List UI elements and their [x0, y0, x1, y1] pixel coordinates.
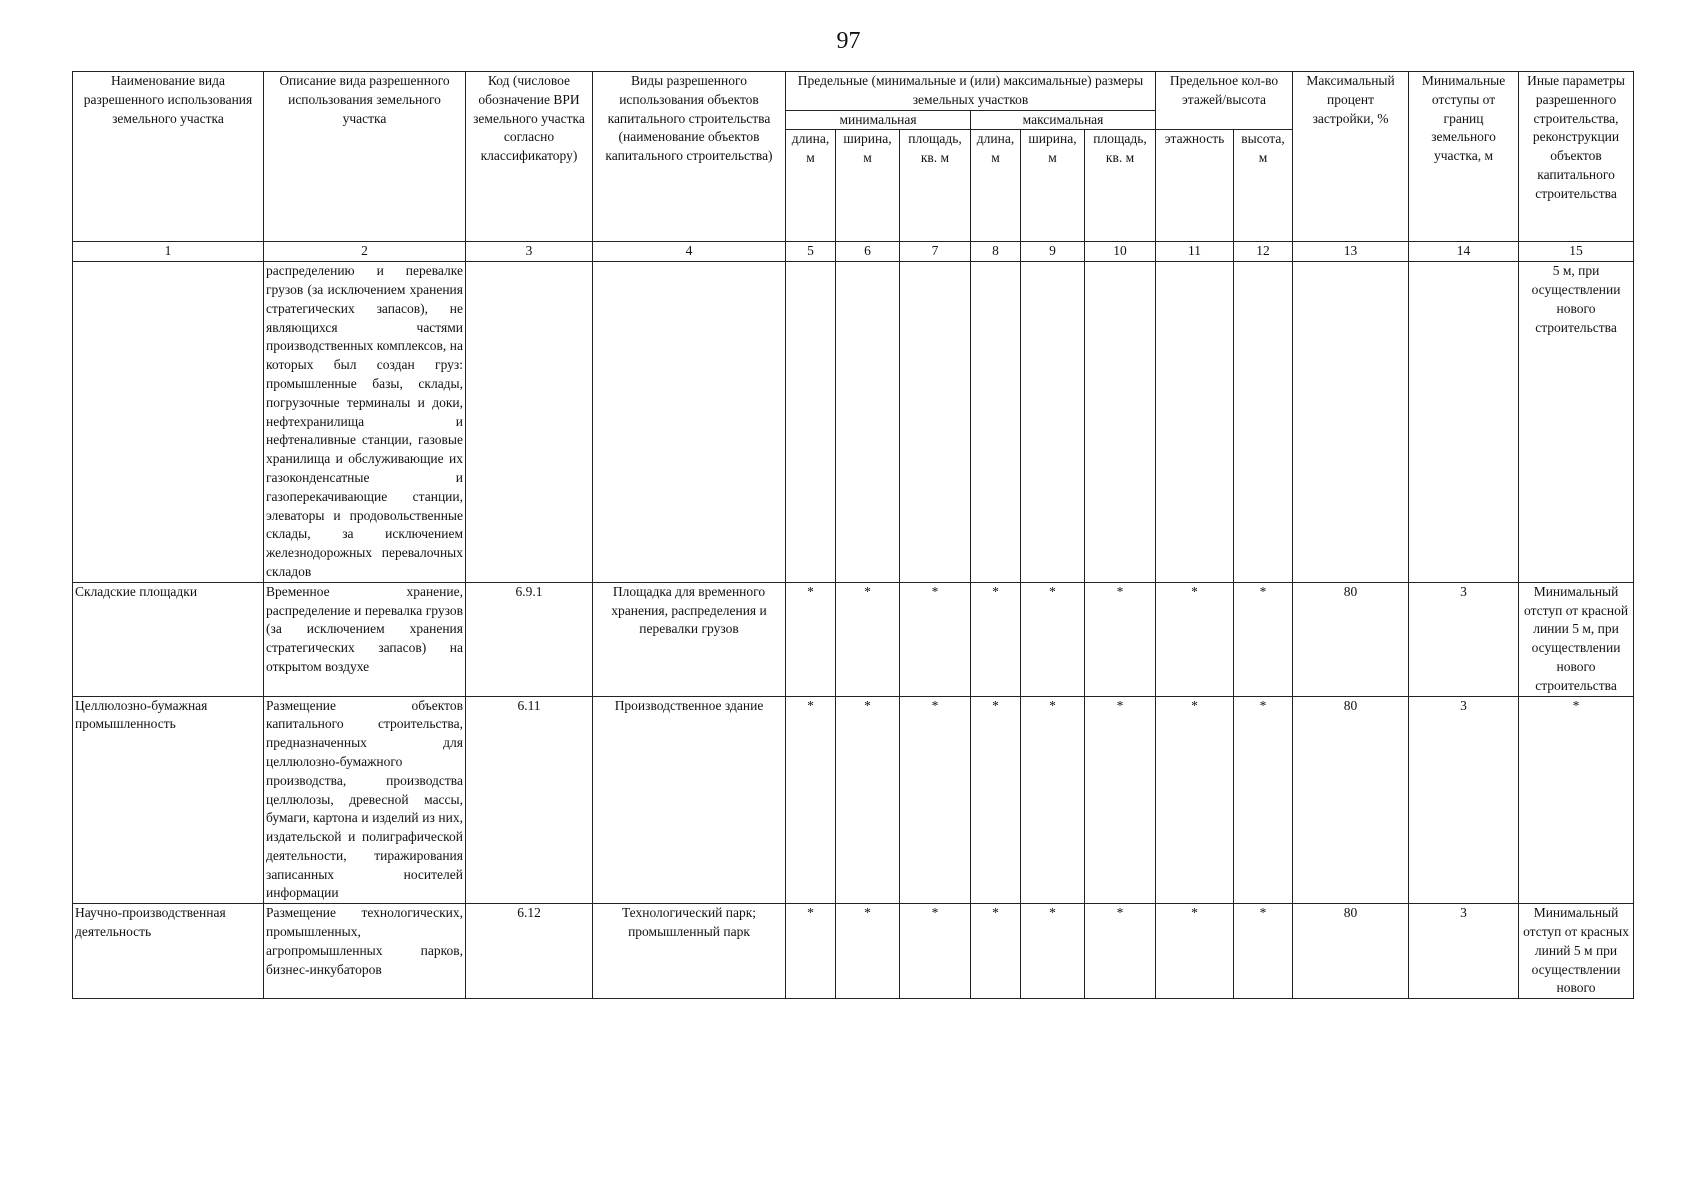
column-number: 5	[786, 242, 836, 262]
header-max-area: площадь, кв. м	[1085, 130, 1156, 242]
oks-types: Технологический парк; промышленный парк	[593, 904, 786, 999]
height: *	[1234, 904, 1293, 999]
vri-description	[264, 582, 466, 696]
column-number: 4	[593, 242, 786, 262]
vri-code: 6.9.1	[466, 582, 593, 696]
min-width: *	[836, 696, 900, 904]
max-percent: 80	[1293, 582, 1409, 696]
header-min-setbacks: Минимальные отступы от границ земельного участка, м	[1409, 72, 1519, 242]
column-number: 12	[1234, 242, 1293, 262]
max-area: *	[1085, 904, 1156, 999]
floors	[1156, 262, 1234, 583]
column-number: 11	[1156, 242, 1234, 262]
oks-types: Производственное здание	[593, 696, 786, 904]
column-number: 6	[836, 242, 900, 262]
min-setback: 3	[1409, 696, 1519, 904]
min-setback: 3	[1409, 904, 1519, 999]
height	[1234, 262, 1293, 583]
other-params: *	[1519, 696, 1634, 904]
max-length: *	[971, 582, 1021, 696]
header-plot-size-limits: Предельные (минимальные и (или) максимальные) размеры земельных участков	[786, 72, 1156, 111]
min-width: *	[836, 904, 900, 999]
floors: *	[1156, 582, 1234, 696]
floors: *	[1156, 696, 1234, 904]
max-width: *	[1021, 696, 1085, 904]
min-length: *	[786, 904, 836, 999]
max-area: *	[1085, 696, 1156, 904]
column-numbers-row	[73, 242, 1634, 262]
min-area	[900, 262, 971, 583]
header-oks-types: Виды разрешенного использования объектов капитального строительства (наименование объектов капитального строительства)	[593, 72, 786, 242]
vri-name: Целлюлозно-бумажная промышленность	[73, 696, 264, 904]
max-percent: 80	[1293, 904, 1409, 999]
header-floors-height: Предельное кол-во этажей/высота	[1156, 72, 1293, 130]
column-number: 9	[1021, 242, 1085, 262]
other-params: 5 м, при осуществлении нового строительства	[1519, 262, 1634, 583]
other-params: Минимальный отступ от красной линии 5 м, при осуществлении нового строительства	[1519, 582, 1634, 696]
table-row	[73, 582, 1634, 696]
height: *	[1234, 582, 1293, 696]
header-min-width: ширина, м	[836, 130, 900, 242]
oks-types	[593, 262, 786, 583]
vri-description	[264, 904, 466, 999]
header-min-length: длина, м	[786, 130, 836, 242]
column-number: 7	[900, 242, 971, 262]
max-width: *	[1021, 904, 1085, 999]
vri-description-text: Временное хранение, распределение и перевалка грузов (за исключением хранения стратегических запасов) на открытом воздухе	[266, 583, 463, 674]
table-header	[73, 72, 1634, 242]
max-area	[1085, 262, 1156, 583]
header-floors: этажность	[1156, 130, 1234, 242]
vri-description-text: Размещение объектов капитального строительства, предназначенных для целлюлозно-бумажного производства, производства целлюлозы, древесной массы, бумаги, картона и изделий из них, издательской и полиграфической деятельности, тиражирования записанных носителей информации	[266, 697, 463, 901]
floors: *	[1156, 904, 1234, 999]
height: *	[1234, 696, 1293, 904]
header-maximum: максимальная	[971, 110, 1156, 130]
table-row	[73, 904, 1634, 999]
table-row	[73, 696, 1634, 904]
header-max-width: ширина, м	[1021, 130, 1085, 242]
column-number: 10	[1085, 242, 1156, 262]
vri-description-text: распределению и перевалке грузов (за исключением хранения стратегических запасов), не являющихся частями производственных комплексов, на которых был создан груз: промышленные базы, склады, погрузочные терминалы и доки, нефтехранилища и нефтеналивные станции, газовые хранилища и обслуживающие их газоконденсатные и газоперекачивающие станции, элеваторы и продовольственные склады, за исключением железнодорожных перевалочных складов	[266, 263, 463, 579]
max-length	[971, 262, 1021, 583]
header-minimum: минимальная	[786, 110, 971, 130]
vri-name	[73, 262, 264, 583]
vri-description	[264, 262, 466, 583]
max-width	[1021, 262, 1085, 583]
header-height: высота, м	[1234, 130, 1293, 242]
header-vri-description: Описание вида разрешенного использования земельного участка	[264, 72, 466, 242]
vri-code	[466, 262, 593, 583]
vri-name: Научно-производственная деятельность	[73, 904, 264, 999]
zoning-regulations-table	[72, 71, 1634, 999]
max-percent: 80	[1293, 696, 1409, 904]
header-vri-code: Код (числовое обозначение ВРИ земельного участка согласно классификатору)	[466, 72, 593, 242]
header-max-percent: Максимальный процент застройки, %	[1293, 72, 1409, 242]
max-length: *	[971, 904, 1021, 999]
vri-code: 6.12	[466, 904, 593, 999]
min-length	[786, 262, 836, 583]
column-number: 13	[1293, 242, 1409, 262]
vri-code: 6.11	[466, 696, 593, 904]
max-percent	[1293, 262, 1409, 583]
other-params: Минимальный отступ от красных линий 5 м при осуществлении нового	[1519, 904, 1634, 999]
min-width: *	[836, 582, 900, 696]
header-min-area: площадь, кв. м	[900, 130, 971, 242]
header-vri-name: Наименование вида разрешенного использования земельного участка	[73, 72, 264, 242]
table-row	[73, 262, 1634, 583]
max-length: *	[971, 696, 1021, 904]
column-number: 15	[1519, 242, 1634, 262]
header-other-params: Иные параметры разрешенного строительства, реконструкции объектов капитального строительства	[1519, 72, 1634, 242]
max-width: *	[1021, 582, 1085, 696]
min-setback	[1409, 262, 1519, 583]
column-number: 2	[264, 242, 466, 262]
oks-types: Площадка для временного хранения, распределения и перевалки грузов	[593, 582, 786, 696]
min-area: *	[900, 696, 971, 904]
min-length: *	[786, 696, 836, 904]
column-number: 3	[466, 242, 593, 262]
vri-description-text: Размещение технологических, промышленных, агропромышленных парков, бизнес-инкубаторов	[266, 905, 463, 977]
min-length: *	[786, 582, 836, 696]
max-area: *	[1085, 582, 1156, 696]
page-number: 97	[836, 28, 861, 54]
min-width	[836, 262, 900, 583]
min-setback: 3	[1409, 582, 1519, 696]
column-number: 14	[1409, 242, 1519, 262]
column-number: 8	[971, 242, 1021, 262]
vri-name: Складские площадки	[73, 582, 264, 696]
min-area: *	[900, 582, 971, 696]
vri-description	[264, 696, 466, 904]
min-area: *	[900, 904, 971, 999]
header-max-length: длина, м	[971, 130, 1021, 242]
column-number: 1	[73, 242, 264, 262]
